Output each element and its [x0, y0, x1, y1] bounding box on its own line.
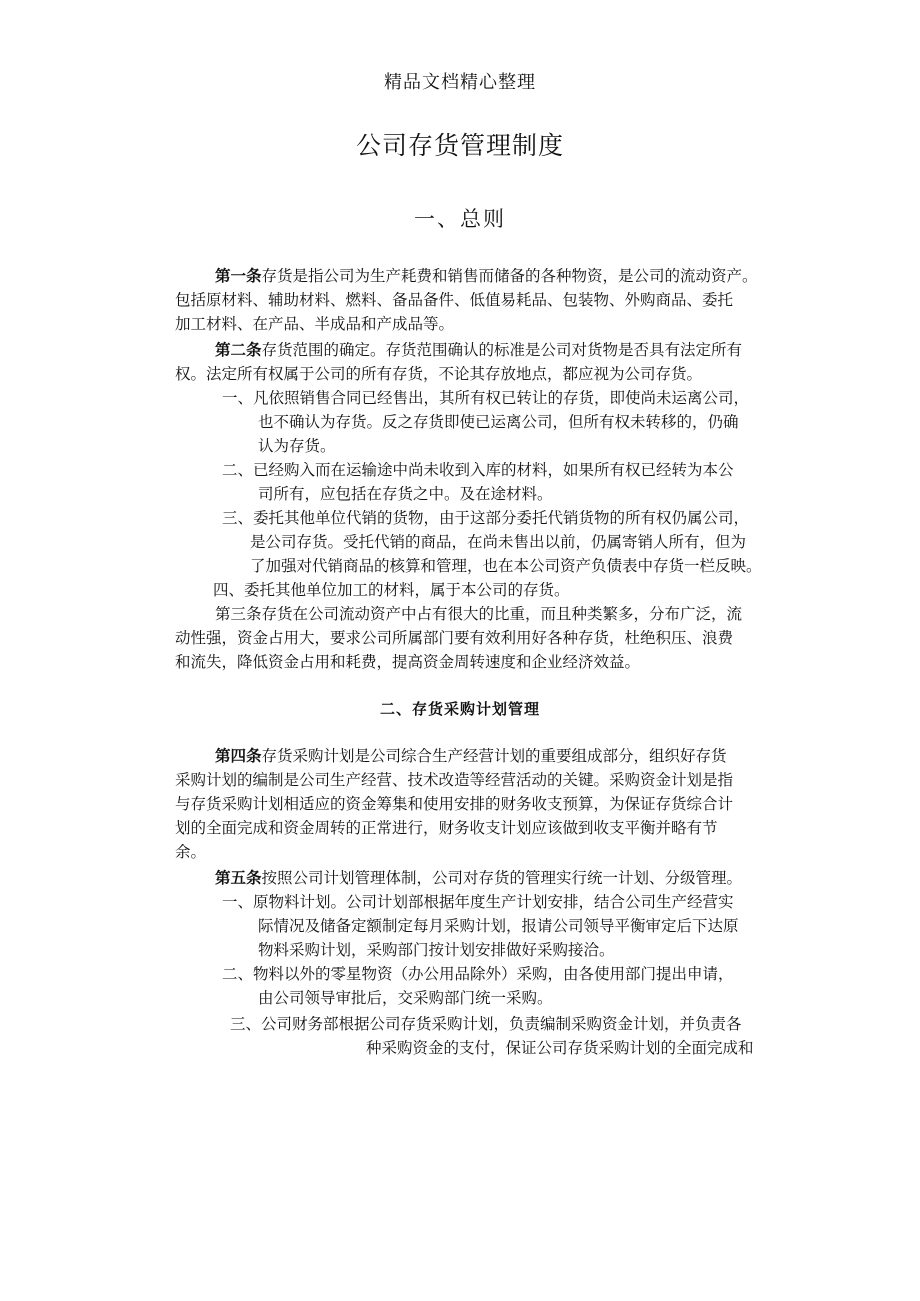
article2-item1-line1: 一、凡依照销售合同已经售出，其所有权已转让的存货，即使尚未运离公司，	[222, 389, 750, 407]
article2-text-line1: 存货范围的确定。存货范围确认的标准是公司对货物是否具有法定所有	[261, 341, 743, 359]
article5-line1	[215, 866, 742, 890]
article5-item2-line1: 二、物料以外的零星物资（办公用品除外）采购，由各使用部门提出申请，	[222, 965, 734, 983]
article4-line4: 划的全面完成和资金周转的正常进行，财务收支计划应该做到收支平衡并略有节	[175, 819, 718, 837]
article2-item4-line1: 四、委托其他单位加工的材料，属于本公司的存货。	[213, 581, 570, 599]
article2-line2: 权。法定所有权属于公司的所有存货，不论其存放地点，都应视为公司存货。	[175, 365, 703, 383]
article1-label: 第一条	[215, 266, 262, 285]
article4-line3: 与存货采购计划相适应的资金筹集和使用安排的财务收支预算，为保证存货综合计	[175, 795, 734, 813]
section-heading-general: 一、总则	[414, 207, 506, 231]
article2-line1	[215, 338, 742, 362]
article2-item1-line3: 认为存货。	[258, 437, 336, 455]
article5-item1-line3: 物料采购计划，采购部门按计划安排做好采购接洽。	[258, 941, 615, 959]
header-note: 精品文档精心整理	[384, 72, 536, 93]
document-title: 公司存货管理制度	[355, 131, 564, 160]
article1-line3: 加工材料、在产品、半成品和产成品等。	[175, 315, 455, 333]
article2-item2-line2: 司所有，应包括在存货之中。及在途材料。	[258, 485, 553, 503]
article4-text-line1: 存货采购计划是公司综合生产经营计划的重要组成部分，组织好存货	[261, 747, 727, 765]
article1-line1	[215, 264, 758, 288]
article3-line2: 动性强，资金占用大，要求公司所属部门要有效利用好各种存货，杜绝积压、浪费	[175, 629, 734, 647]
article5-item1-line2: 际情况及储备定额制定每月采购计划，报请公司领导平衡审定后下达原	[258, 917, 739, 935]
article5-item3-line2: 种采购资金的支付，保证公司存货采购计划的全面完成和	[366, 1039, 754, 1057]
article2-item2-line1: 二、已经购入而在运输途中尚未收到入库的材料，如果所有权已经转为本公	[222, 461, 734, 479]
article1-line2: 包括原材料、辅助材料、燃料、备品备件、低值易耗品、包装物、外购商品、委托	[175, 291, 734, 309]
article2-item3-line1: 三、委托其他单位代销的货物，由于这部分委托代销货物的所有权仍属公司，	[222, 509, 750, 527]
article4-label: 第四条	[215, 746, 262, 765]
article5-item1-line1: 一、原物料计划。公司计划部根据年度生产计划安排，结合公司生产经营实	[222, 893, 734, 911]
article5-label: 第五条	[215, 868, 262, 887]
article2-item1-line2: 也不确认为存货。反之存货即使已运离公司，但所有权未转移的，仍确	[258, 413, 739, 431]
section-heading-procurement: 二、存货采购计划管理	[379, 700, 540, 718]
article3-line1: 第三条存货在公司流动资产中占有很大的比重，而且种类繁多，分布广泛，流	[215, 605, 743, 623]
article5-item3-line1: 三、公司财务部根据公司存货采购计划，负责编制采购资金计划，并负责各	[230, 1015, 742, 1033]
article2-label: 第二条	[215, 340, 262, 359]
article2-item3-line2: 是公司存货。受托代销的商品，在尚未售出以前，仍属寄销人所有，但为	[250, 533, 747, 551]
article4-line2: 采购计划的编制是公司生产经营、技术改造等经营活动的关键。采购资金计划是指	[175, 771, 734, 789]
article5-item2-line2: 由公司领导审批后，交采购部门统一采购。	[258, 989, 553, 1007]
article3-line3: 和流失，降低资金占用和耗费，提高资金周转速度和企业经济效益。	[175, 653, 641, 671]
article4-line5: 余。	[175, 843, 207, 861]
article5-text-line1: 按照公司计划管理体制，公司对存货的管理实行统一计划、分级管理。	[261, 869, 743, 887]
article4-line1	[215, 744, 727, 768]
article2-item3-line3: 了加强对代销商品的核算和管理，也在本公司资产负债表中存货一栏反映。	[250, 557, 762, 575]
article1-text-line1: 存货是指公司为生产耗费和销售而储备的各种物资，是公司的流动资产。	[261, 267, 758, 285]
